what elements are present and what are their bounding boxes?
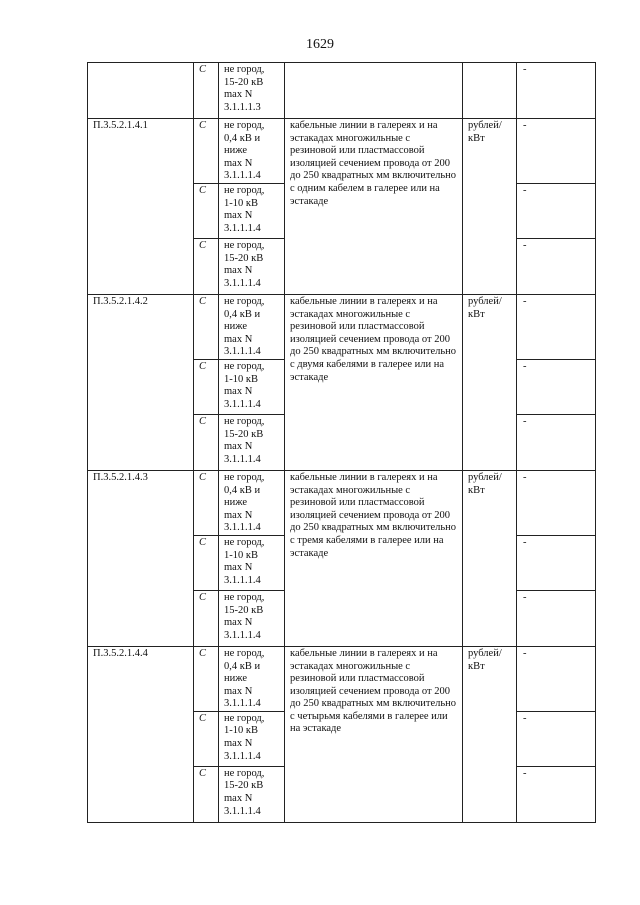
- table-row: [88, 470, 596, 535]
- unit-cell: рублей/ кВт: [463, 646, 517, 822]
- condition-cell: не город, 1-10 кВ max N 3.1.1.1.4: [219, 359, 285, 414]
- value-cell: -: [517, 590, 596, 646]
- value-cell: -: [517, 238, 596, 294]
- value-cell: -: [517, 646, 596, 711]
- tariff-table: [87, 62, 596, 823]
- table-row: [88, 646, 596, 711]
- condition-cell: не город, 15-20 кВ max N 3.1.1.1.3: [219, 63, 285, 119]
- category-cell: С: [194, 535, 219, 590]
- category-cell: С: [194, 63, 219, 119]
- value-cell: -: [517, 535, 596, 590]
- value-cell: -: [517, 470, 596, 535]
- condition-cell: не город, 1-10 кВ max N 3.1.1.1.4: [219, 183, 285, 238]
- condition-cell: не город, 0,4 кВ и ниже max N 3.1.1.1.4: [219, 294, 285, 359]
- value-cell: -: [517, 119, 596, 184]
- value-cell: -: [517, 183, 596, 238]
- value-cell: -: [517, 359, 596, 414]
- category-cell: С: [194, 470, 219, 535]
- description-cell: кабельные линии в галереях и на эстакадах многожильные с резиновой или пластмассовой изоляцией сечением провода от 200 до 250 квадратных мм включительно с двумя кабелями в галерее или на эстакаде: [285, 294, 463, 470]
- code-cell: П.3.5.2.1.4.1: [88, 119, 194, 295]
- code-cell: П.3.5.2.1.4.4: [88, 646, 194, 822]
- category-cell: С: [194, 590, 219, 646]
- code-cell: П.3.5.2.1.4.2: [88, 294, 194, 470]
- condition-cell: не город, 15-20 кВ max N 3.1.1.1.4: [219, 414, 285, 470]
- table-row: [88, 119, 596, 184]
- category-cell: С: [194, 359, 219, 414]
- category-cell: С: [194, 766, 219, 822]
- code-cell: П.3.5.2.1.4.3: [88, 470, 194, 646]
- condition-cell: не город, 0,4 кВ и ниже max N 3.1.1.1.4: [219, 646, 285, 711]
- condition-cell: не город, 15-20 кВ max N 3.1.1.1.4: [219, 238, 285, 294]
- category-cell: С: [194, 414, 219, 470]
- category-cell: С: [194, 711, 219, 766]
- condition-cell: не город, 0,4 кВ и ниже max N 3.1.1.1.4: [219, 119, 285, 184]
- value-cell: -: [517, 294, 596, 359]
- value-cell: -: [517, 414, 596, 470]
- category-cell: С: [194, 183, 219, 238]
- description-cell: [285, 63, 463, 119]
- condition-cell: не город, 15-20 кВ max N 3.1.1.1.4: [219, 766, 285, 822]
- description-cell: кабельные линии в галереях и на эстакадах многожильные с резиновой или пластмассовой изоляцией сечением провода от 200 до 250 квадратных мм включительно с одним кабелем в галерее или на эстакаде: [285, 119, 463, 295]
- category-cell: С: [194, 294, 219, 359]
- condition-cell: не город, 15-20 кВ max N 3.1.1.1.4: [219, 590, 285, 646]
- value-cell: -: [517, 63, 596, 119]
- table-row: [88, 63, 596, 119]
- value-cell: -: [517, 711, 596, 766]
- category-cell: С: [194, 238, 219, 294]
- unit-cell: рублей/ кВт: [463, 294, 517, 470]
- category-cell: С: [194, 119, 219, 184]
- description-cell: кабельные линии в галереях и на эстакадах многожильные с резиновой или пластмассовой изоляцией сечением провода от 200 до 250 квадратных мм включительно с четырьмя кабелями в галерее или на эстакаде: [285, 646, 463, 822]
- table-row: [88, 294, 596, 359]
- page-number: 1629: [306, 37, 334, 52]
- condition-cell: не город, 0,4 кВ и ниже max N 3.1.1.1.4: [219, 470, 285, 535]
- description-cell: кабельные линии в галереях и на эстакадах многожильные с резиновой или пластмассовой изоляцией сечением провода от 200 до 250 квадратных мм включительно с тремя кабелями в галерее или на эстакаде: [285, 470, 463, 646]
- condition-cell: не город, 1-10 кВ max N 3.1.1.1.4: [219, 711, 285, 766]
- code-cell: [88, 63, 194, 119]
- unit-cell: рублей/ кВт: [463, 119, 517, 295]
- condition-cell: не город, 1-10 кВ max N 3.1.1.1.4: [219, 535, 285, 590]
- category-cell: С: [194, 646, 219, 711]
- unit-cell: рублей/ кВт: [463, 470, 517, 646]
- value-cell: -: [517, 766, 596, 822]
- unit-cell: [463, 63, 517, 119]
